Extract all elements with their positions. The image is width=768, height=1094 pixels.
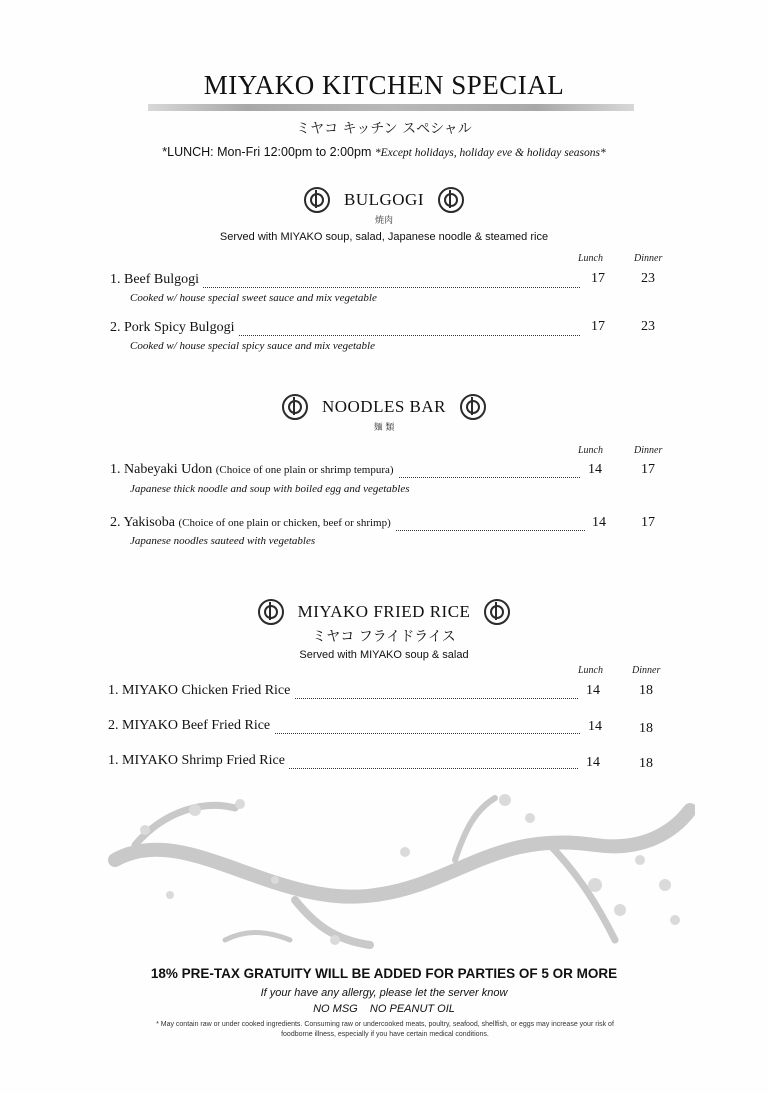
price-dinner: 17 — [641, 462, 655, 477]
page-title: MIYAKO KITCHEN SPECIAL — [203, 70, 565, 100]
crest-icon — [484, 599, 510, 625]
column-header-dinner: Dinner — [634, 445, 663, 456]
lunch-hours-text: *LUNCH: Mon-Fri 12:00pm to 2:00pm — [162, 145, 372, 159]
price-dinner: 18 — [639, 756, 653, 771]
section-noodles-header — [0, 394, 768, 420]
cherry-blossom-branch-decoration — [75, 790, 695, 960]
price-lunch: 17 — [591, 271, 605, 286]
menu-item-pork-spicy-bulgogi — [110, 320, 580, 340]
allergy-notice: If your have any allergy, please let the server know — [260, 987, 508, 999]
section-noodles-title: NOODLES BAR — [321, 397, 447, 416]
price-dinner: 18 — [639, 721, 653, 736]
food-safety-disclaimer: * May contain raw or under cooked ingredients. Consuming raw or undercooked meats, poultry, seafood, shellfish, or eggs may increase your risk of foodborne illness, especially if you have certain medical conditions. — [156, 1021, 614, 1038]
section-bulgogi-title-jp: 焼肉 — [374, 216, 393, 226]
item-name: 1. MIYAKO Chicken Fried Rice — [108, 683, 294, 699]
lunch-hours — [0, 145, 768, 159]
section-bulgogi-header — [0, 187, 768, 213]
item-description: Japanese thick noodle and soup with boiled egg and vegetables — [130, 483, 410, 495]
section-bulgogi-title: BULGOGI — [344, 190, 424, 209]
price-lunch: 14 — [588, 462, 602, 477]
item-name: 1. MIYAKO Shrimp Fried Rice — [108, 753, 289, 769]
column-header-lunch: Lunch — [578, 665, 603, 676]
item-name: 2. MIYAKO Beef Fried Rice — [108, 718, 274, 734]
menu-item-beef-bulgogi — [110, 272, 580, 292]
page-subtitle-jp: ミヤコ キッチン スペシャル — [296, 121, 472, 137]
price-lunch: 14 — [588, 719, 602, 734]
price-lunch: 14 — [586, 755, 600, 770]
column-header-dinner: Dinner — [632, 665, 661, 676]
menu-item-yakisoba — [110, 515, 585, 535]
item-description: Japanese noodles sauteed with vegetables — [130, 535, 316, 547]
price-dinner: 18 — [639, 683, 653, 698]
price-lunch: 14 — [586, 683, 600, 698]
no-msg-notice: NO MSG NO PEANUT OIL — [313, 1003, 455, 1015]
price-dinner: 23 — [641, 271, 655, 286]
menu-item-beef-fried-rice — [108, 718, 580, 738]
section-fried-rice-title: MIYAKO FRIED RICE — [297, 602, 471, 621]
column-header-lunch: Lunch — [578, 253, 603, 264]
crest-icon — [438, 187, 464, 213]
item-choice-note: (Choice of one plain or chicken, beef or shrimp) — [178, 517, 391, 529]
column-header-dinner: Dinner — [634, 253, 663, 264]
column-header-lunch: Lunch — [578, 445, 603, 456]
crest-icon — [282, 394, 308, 420]
gratuity-notice: 18% PRE-TAX GRATUITY WILL BE ADDED FOR PARTIES OF 5 OR MORE — [150, 966, 618, 981]
section-fried-rice-description: Served with MIYAKO soup & salad — [299, 649, 469, 661]
item-name — [110, 462, 398, 478]
price-lunch: 14 — [592, 515, 606, 530]
item-description: Cooked w/ house special sweet sauce and mix vegetable — [130, 292, 377, 304]
item-description: Cooked w/ house special spicy sauce and mix vegetable — [130, 340, 375, 352]
price-lunch: 17 — [591, 319, 605, 334]
lunch-exception-note: *Except holidays, holiday eve & holiday seasons* — [374, 147, 606, 159]
item-name — [110, 515, 395, 531]
section-noodles-title-jp: 麺 類 — [373, 423, 395, 433]
crest-icon — [304, 187, 330, 213]
menu-item-shrimp-fried-rice — [108, 753, 578, 773]
price-dinner: 23 — [641, 319, 655, 334]
title-underline-bar — [148, 104, 634, 111]
item-choice-note: (Choice of one plain or shrimp tempura) — [215, 464, 394, 476]
item-name: 2. Pork Spicy Bulgogi — [110, 320, 238, 336]
section-fried-rice-header — [0, 599, 768, 625]
menu-item-nabeyaki-udon — [110, 462, 580, 482]
section-bulgogi-description: Served with MIYAKO soup, salad, Japanese noodle & steamed rice — [219, 231, 549, 243]
item-name: 1. Beef Bulgogi — [110, 272, 203, 288]
crest-icon — [258, 599, 284, 625]
section-fried-rice-title-jp: ミヤコ フライドライス — [312, 629, 456, 645]
item-name-text: 1. Nabeyaki Udon — [110, 462, 213, 477]
crest-icon — [460, 394, 486, 420]
price-dinner: 17 — [641, 515, 655, 530]
item-name-text: 2. Yakisoba — [110, 515, 175, 530]
menu-item-chicken-fried-rice — [108, 683, 578, 703]
